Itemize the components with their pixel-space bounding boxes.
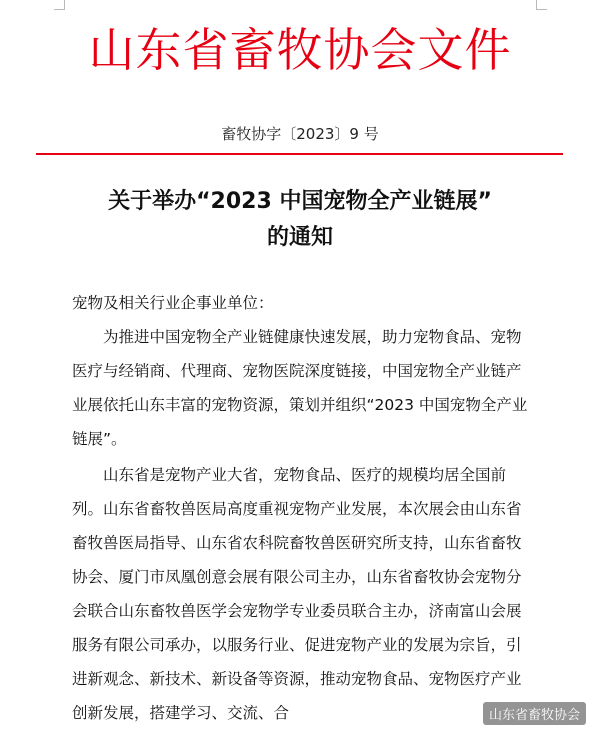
notice-title-line-1: 关于举办“2023 中国宠物全产业链展” [108, 189, 492, 214]
red-divider-line [36, 153, 563, 155]
body-paragraph-1: 为推进中国宠物全产业链健康快速发展，助力宠物食品、宠物医疗与经销商、代理商、宠物医院深度链接，中国宠物全产业链产业展依托山东丰富的宠物资源，策划并组织“2023 中国宠物全产业链展”。 [72, 328, 528, 448]
page-corner-mark-left [54, 0, 65, 10]
source-watermark: 山东省畜牧协会 [483, 702, 586, 725]
notice-title [0, 184, 600, 256]
addressee: 宠物及相关行业企事业单位： [72, 294, 274, 312]
document-number: 畜牧协字〔2023〕9 号 [221, 125, 379, 143]
body-paragraph-2: 山东省是宠物产业大省，宠物食品、医疗的规模均居全国前列。山东省畜牧兽医局高度重视宠物产业发展，本次展会由山东省畜牧兽医局指导、山东省农科院畜牧兽医研究所支持，山东省畜牧协会、厦门市凤凰创意会展有限公司主办，山东省畜牧协会宠物分会联合山东畜牧兽医学会宠物学专业委员联合主办，济南富山会展服务有限公司承办，以服务行业、促进宠物产业的发展为宗旨，引进新观念、新技术、新设备等资源，推动宠物食品、宠物医疗产业创新发展，搭建学习、交流、合 [72, 466, 522, 722]
page-corner-mark-right [536, 0, 547, 10]
notice-title-line-2: 的通知 [266, 225, 333, 250]
document-header-title: 山东省畜牧协会文件 [88, 23, 512, 77]
